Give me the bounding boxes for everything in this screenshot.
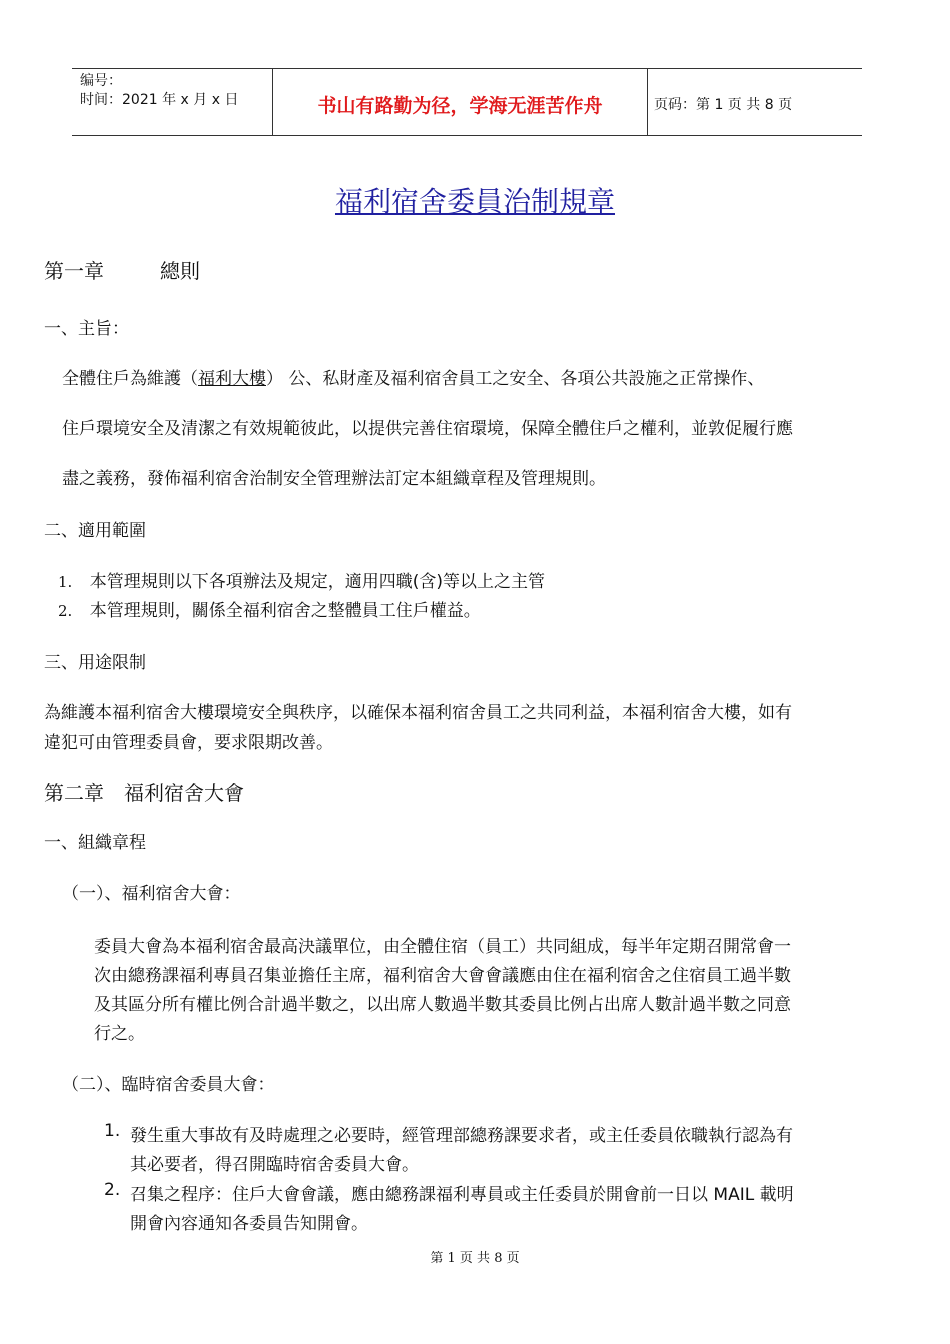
list-item	[58, 596, 481, 621]
list-item-text-continued: 其必要者，得召開臨時宿舍委員大會。	[130, 1155, 419, 1175]
time-label: 时间：2021 年 x 月 x 日	[80, 92, 239, 108]
purpose-text-a: 全體住戶為維護（	[62, 369, 198, 389]
subsection-1-heading: （一）、福利宿舍大會：	[62, 884, 241, 904]
motto: 书山有路勤为径，学海无涯苦作舟	[317, 95, 603, 117]
list-item-text-continued: 開會內容通知各委員告知開會。	[130, 1214, 368, 1234]
subsection-1-line-2: 次由總務課福利專員召集並擔任主席，福利宿舍大會會議應由住在福利宿舍之住宿員工過半數	[94, 966, 791, 986]
section-purpose-heading: 一、主旨：	[44, 319, 129, 339]
header-motto-cell	[273, 69, 648, 135]
purpose-text-b: ） 公、私財產及福利宿舍員工之安全、各項公共設施之正常操作、	[266, 369, 765, 389]
purpose-paragraph-line-1	[62, 364, 764, 389]
list-item-number: 2.	[58, 602, 73, 620]
subsection-1-line-4: 行之。	[94, 1024, 145, 1044]
purpose-paragraph-line-2: 住戶環境安全及清潔之有效規範彼此，以提供完善住宿環境，保障全體住戶之權利，並敦促履行應	[62, 419, 793, 439]
chapter-1-number: 第一章	[44, 259, 104, 283]
list-item-number: 1.	[58, 573, 73, 591]
page-footer: 第 1 页 共 8 页	[430, 1251, 520, 1266]
page-info: 页码：第 1 页 共 8 页	[654, 97, 793, 113]
list-item-text: 發生重大事故有及時處理之必要時，經管理部總務課要求者，或主任委員依職執行認為有	[130, 1126, 793, 1146]
list-item-text: 本管理規則以下各項辦法及規定，適用四職(含)等以上之主管	[89, 572, 545, 592]
page-header	[72, 68, 862, 136]
use-paragraph-line-1: 為維護本福利宿舍大樓環境安全與秩序，以確保本福利宿舍員工之共同利益，本福利宿舍大樓，如有	[44, 703, 792, 723]
subsection-1-line-3: 及其區分所有權比例合計過半數之，以出席人數過半數其委員比例占出席人數計過半數之同意	[94, 995, 791, 1015]
list-item-text: 本管理規則，關係全福利宿舍之整體員工住戶權益。	[89, 601, 481, 621]
chapter-2-title: 第二章 福利宿舍大會	[44, 781, 244, 805]
purpose-text-underlined: 福利大樓	[198, 369, 266, 389]
purpose-paragraph-line-3: 盡之義務，發佈福利宿舍治制安全管理辦法訂定本組織章程及管理規則。	[62, 469, 606, 489]
header-page-cell	[648, 69, 862, 135]
document-title: 福利宿舍委員治制規章	[334, 185, 615, 218]
section-use-heading: 三、用途限制	[44, 653, 146, 673]
section-scope-heading: 二、適用範圍	[44, 521, 146, 541]
use-paragraph-line-2: 違犯可由管理委員會，要求限期改善。	[44, 733, 333, 753]
number-label: 编号：	[80, 73, 122, 89]
chapter-1-title: 總則	[160, 259, 200, 283]
list-item	[58, 567, 545, 592]
list-item-text: 召集之程序：住戶大會會議，應由總務課福利專員或主任委員於開會前一日以 MAIL 載明	[130, 1185, 794, 1205]
list-item-number: 2.	[104, 1180, 121, 1200]
header-meta-cell	[72, 69, 273, 135]
subsection-1-line-1: 委員大會為本福利宿舍最高決議單位，由全體住宿（員工）共同組成，每半年定期召開常會一	[94, 937, 791, 957]
section-organization-heading: 一、組織章程	[44, 833, 146, 853]
list-item-number: 1.	[104, 1121, 121, 1141]
subsection-2-heading: （二）、臨時宿舍委員大會：	[62, 1075, 275, 1095]
